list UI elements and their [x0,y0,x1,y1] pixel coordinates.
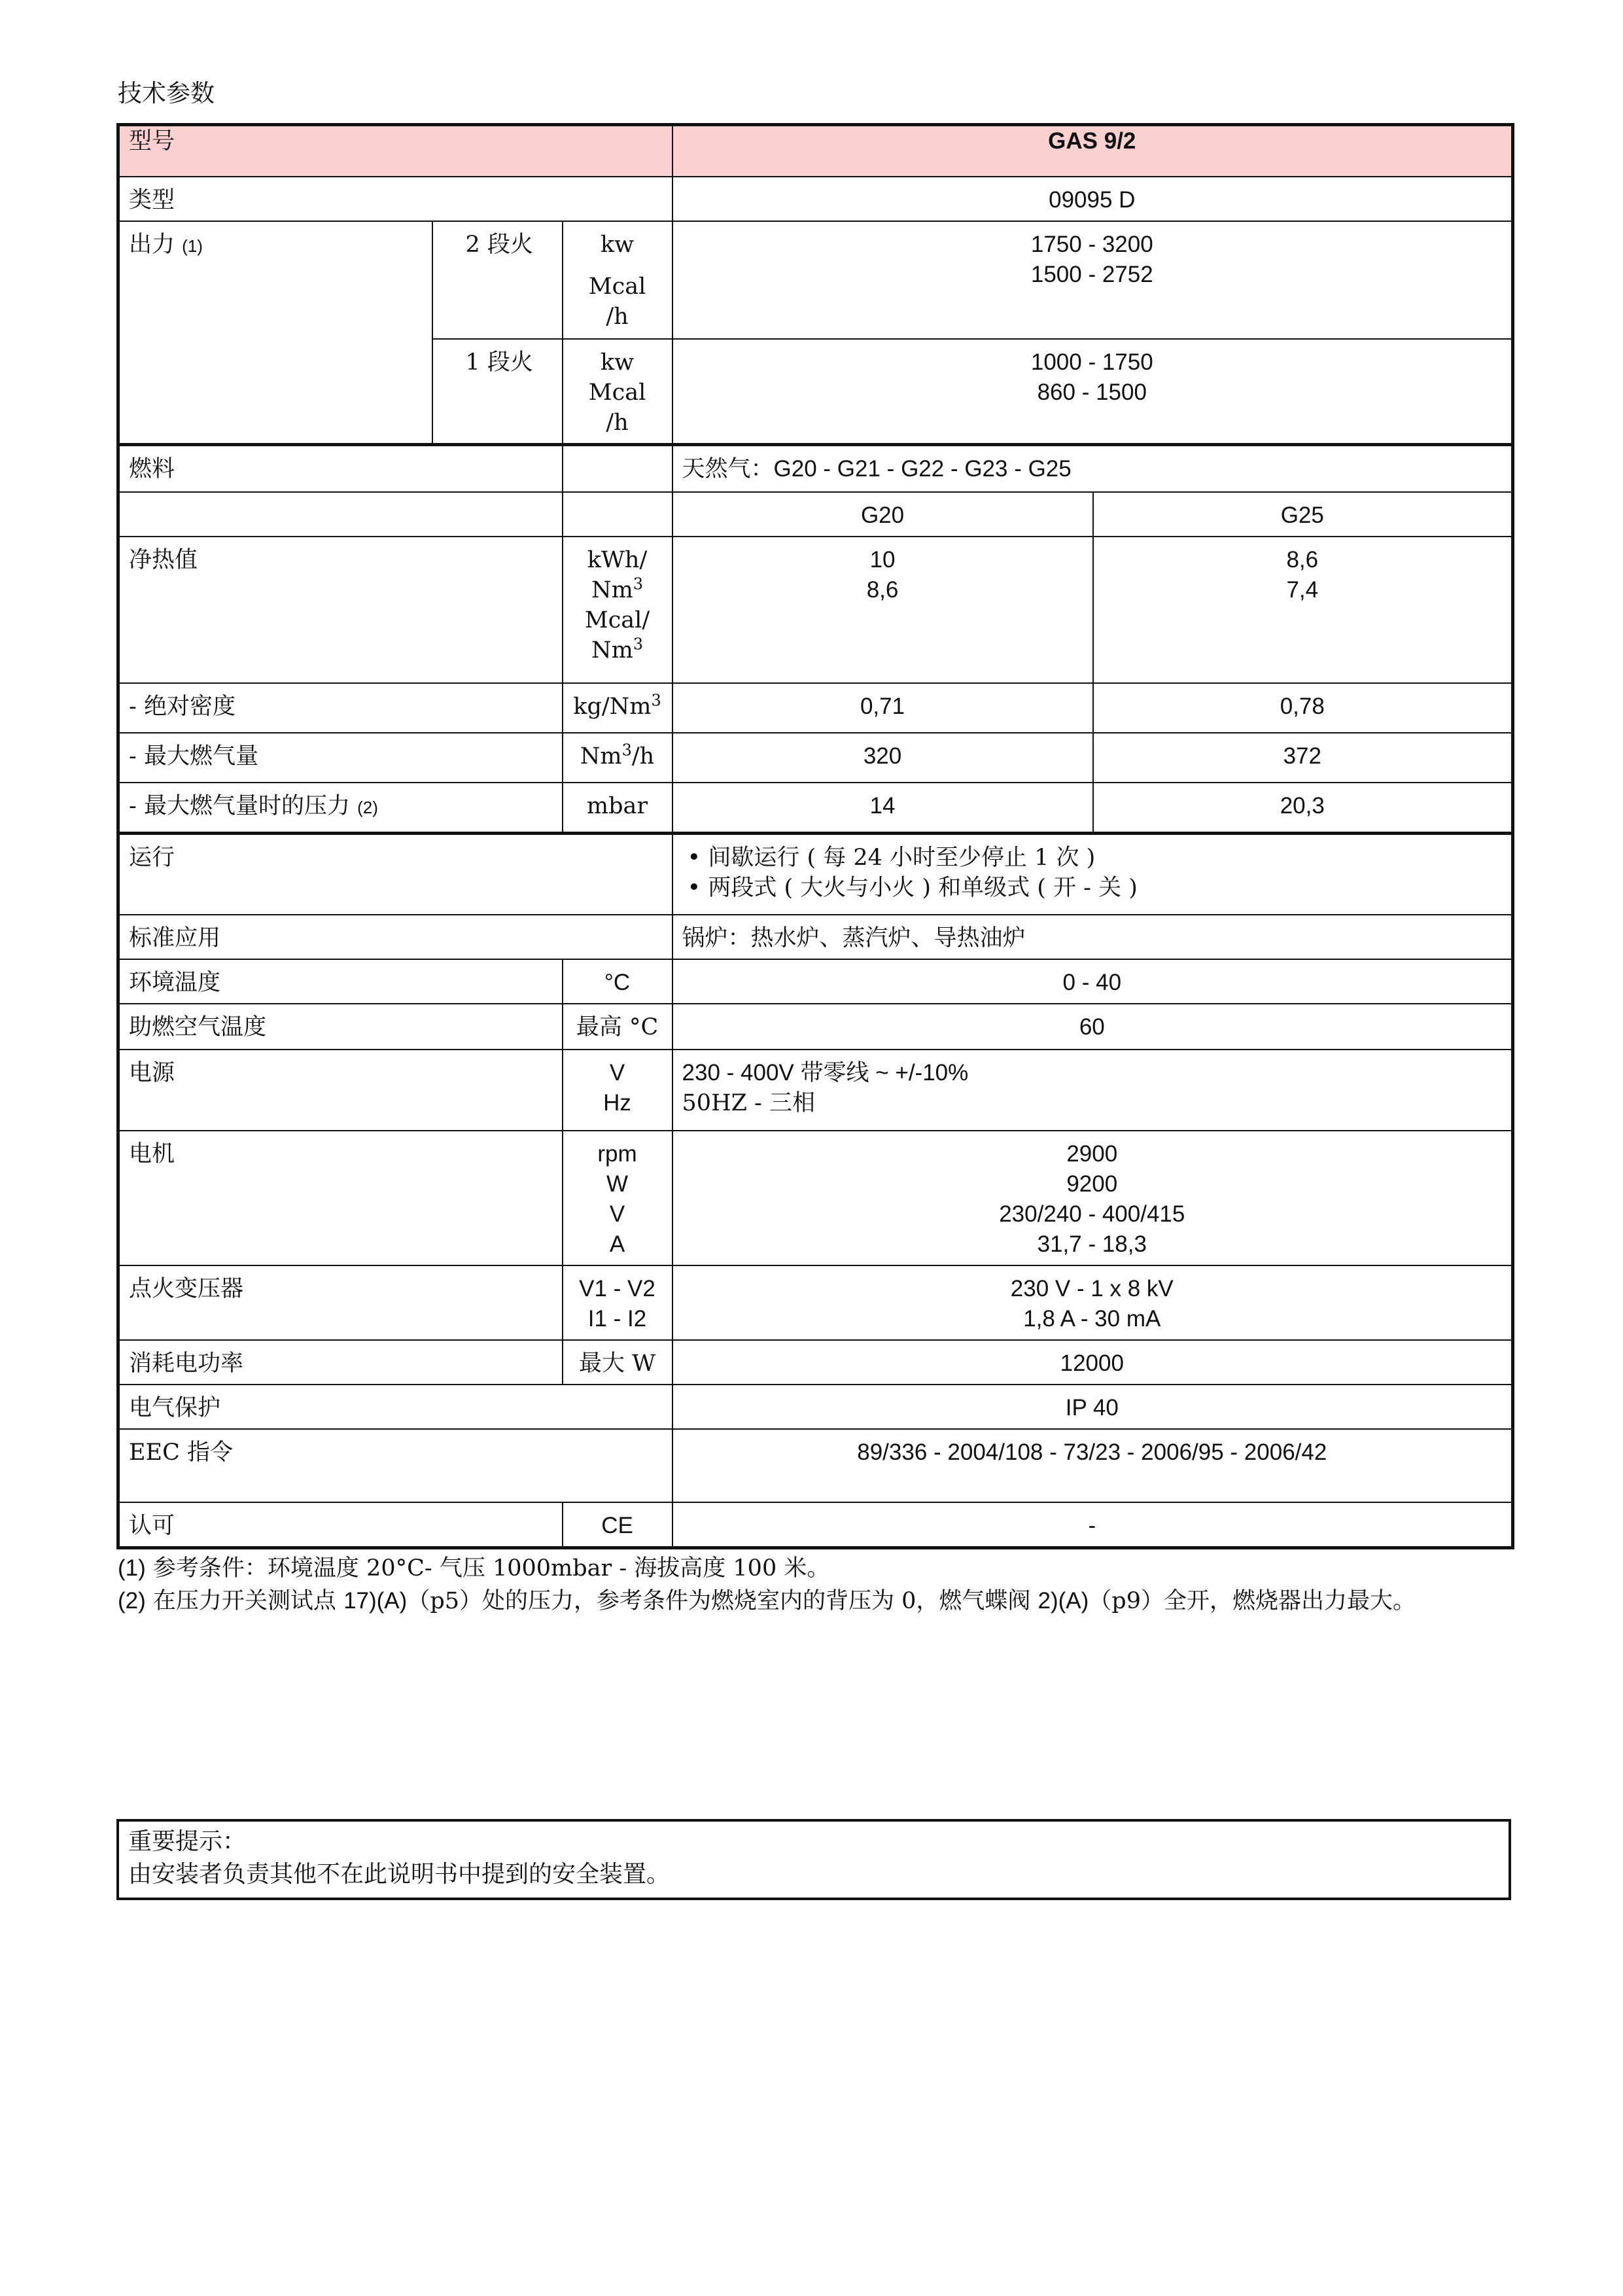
stage2-row [118,221,1513,339]
consumption-value: 12000 [672,1340,1513,1385]
type-row [118,177,1513,221]
air-temp-unit: 最高 °C [563,1004,672,1050]
density-row [118,683,1513,733]
stage2-units: kw Mcal /h [563,221,672,339]
notice-body: 由安装者负责其他不在此说明书中提到的安全装置。 [128,1861,671,1888]
power-supply-row [118,1050,1513,1131]
approval-label: 认可 [118,1502,563,1548]
stage1-units: kw Mcal /h [563,339,672,445]
eec-row [118,1429,1513,1502]
ncv-units: kWh/ Nm$^3$ Mcal/ Nm$^3$ [563,537,672,683]
spec-table [116,123,1514,1549]
pressure-g25: 20,3 [1093,783,1513,834]
output-label-cell [118,221,432,445]
maxflow-g25: 372 [1093,733,1513,783]
operation-row [118,834,1513,915]
pressure-row [118,783,1513,834]
maxflow-row [118,733,1513,783]
consumption-row [118,1340,1513,1385]
eec-value: 89/336 - 2004/108 - 73/23 - 2006/95 - 2006/42 [672,1429,1513,1502]
pressure-label: - 最大燃气量时的压力 (2) [118,783,563,834]
motor-values: 2900 9200 230/240 - 400/415 31,7 - 18,3 [672,1131,1513,1265]
air-temp-value: 60 [672,1004,1513,1050]
gas-col-g25: G25 [1093,492,1513,537]
application-row [118,915,1513,959]
approval-row [118,1502,1513,1548]
ncv-row [118,537,1513,683]
output-label: 出力 [129,232,175,258]
fuel-label: 燃料 [118,445,563,492]
ambient-row [118,959,1513,1004]
power-supply-units: V Hz [563,1050,672,1131]
footnote-1: (1) 参考条件：环境温度 20°C- 气压 1000mbar - 海拔高度 100 米。 [118,1555,830,1581]
density-g25: 0,78 [1093,683,1513,733]
page-heading: 技术参数 [118,79,215,107]
stage2-label: 2 段火 [432,221,563,339]
consumption-label: 消耗电功率 [118,1340,563,1385]
power-supply-values: 230 - 400V 带零线 ~ +/-10% 50HZ - 三相 [672,1050,1513,1131]
type-label: 类型 [118,177,672,221]
air-temp-row [118,1004,1513,1050]
density-unit: kg/Nm$^3$ [563,683,672,733]
motor-row [118,1131,1513,1265]
ignition-label: 点火变压器 [118,1265,563,1340]
stage1-label: 1 段火 [432,339,563,445]
ambient-label: 环境温度 [118,959,563,1004]
gas-col-g20: G20 [672,492,1093,537]
operation-values [672,834,1513,915]
density-label: - 绝对密度 [118,683,563,733]
approval-unit: CE [563,1502,672,1548]
gas-columns-row [118,492,1513,537]
ncv-label: 净热值 [118,537,563,683]
important-notice [116,1819,1511,1900]
ambient-unit: °C [563,959,672,1004]
pressure-unit: mbar [563,783,672,834]
operation-item: • 两段式 ( 大火与小火 ) 和单级式 ( 开 - 关 ) [688,873,1503,903]
motor-label: 电机 [118,1131,563,1265]
ignition-row [118,1265,1513,1340]
ambient-value: 0 - 40 [672,959,1513,1004]
ncv-g25: 8,6 7,4 [1093,537,1513,683]
maxflow-g20: 320 [672,733,1093,783]
operation-item: • 间歇运行 ( 每 24 小时至少停止 1 次 ) [688,843,1503,873]
motor-units: rpm W V A [563,1131,672,1265]
fuel-row [118,445,1513,492]
maxflow-unit: Nm$^3$/h [563,733,672,783]
density-g20: 0,71 [672,683,1093,733]
ncv-g20: 10 8,6 [672,537,1093,683]
ignition-units: V1 - V2 I1 - I2 [563,1265,672,1340]
footnotes [118,1552,1416,1617]
pressure-g20: 14 [672,783,1093,834]
output-note: (1) [182,236,203,256]
operation-label: 运行 [118,834,672,915]
eec-label: EEC 指令 [118,1429,672,1502]
stage2-values: 1750 - 3200 1500 - 2752 [672,221,1513,339]
type-value: 09095 D [672,177,1513,221]
protection-row [118,1385,1513,1429]
application-label: 标准应用 [118,915,672,959]
model-row [118,125,1513,177]
footnote-2: (2) 在压力开关测试点 17)(A)（p5）处的压力，参考条件为燃烧室内的背压为 0，燃气蝶阀 2)(A)（p9）全开，燃烧器出力最大。 [118,1588,1416,1614]
application-value: 锅炉：热水炉、蒸汽炉、导热油炉 [672,915,1513,959]
protection-value: IP 40 [672,1385,1513,1429]
stage1-values: 1000 - 1750 860 - 1500 [672,339,1513,445]
ignition-values: 230 V - 1 x 8 kV 1,8 A - 30 mA [672,1265,1513,1340]
consumption-unit: 最大 W [563,1340,672,1385]
notice-title: 重要提示： [128,1828,247,1855]
model-label: 型号 [118,125,672,177]
air-temp-label: 助燃空气温度 [118,1004,563,1050]
maxflow-label: - 最大燃气量 [118,733,563,783]
fuel-value: 天然气：G20 - G21 - G22 - G23 - G25 [672,445,1513,492]
model-value: GAS 9/2 [672,125,1513,177]
approval-value: - [672,1502,1513,1548]
power-supply-label: 电源 [118,1050,563,1131]
protection-label: 电气保护 [118,1385,672,1429]
